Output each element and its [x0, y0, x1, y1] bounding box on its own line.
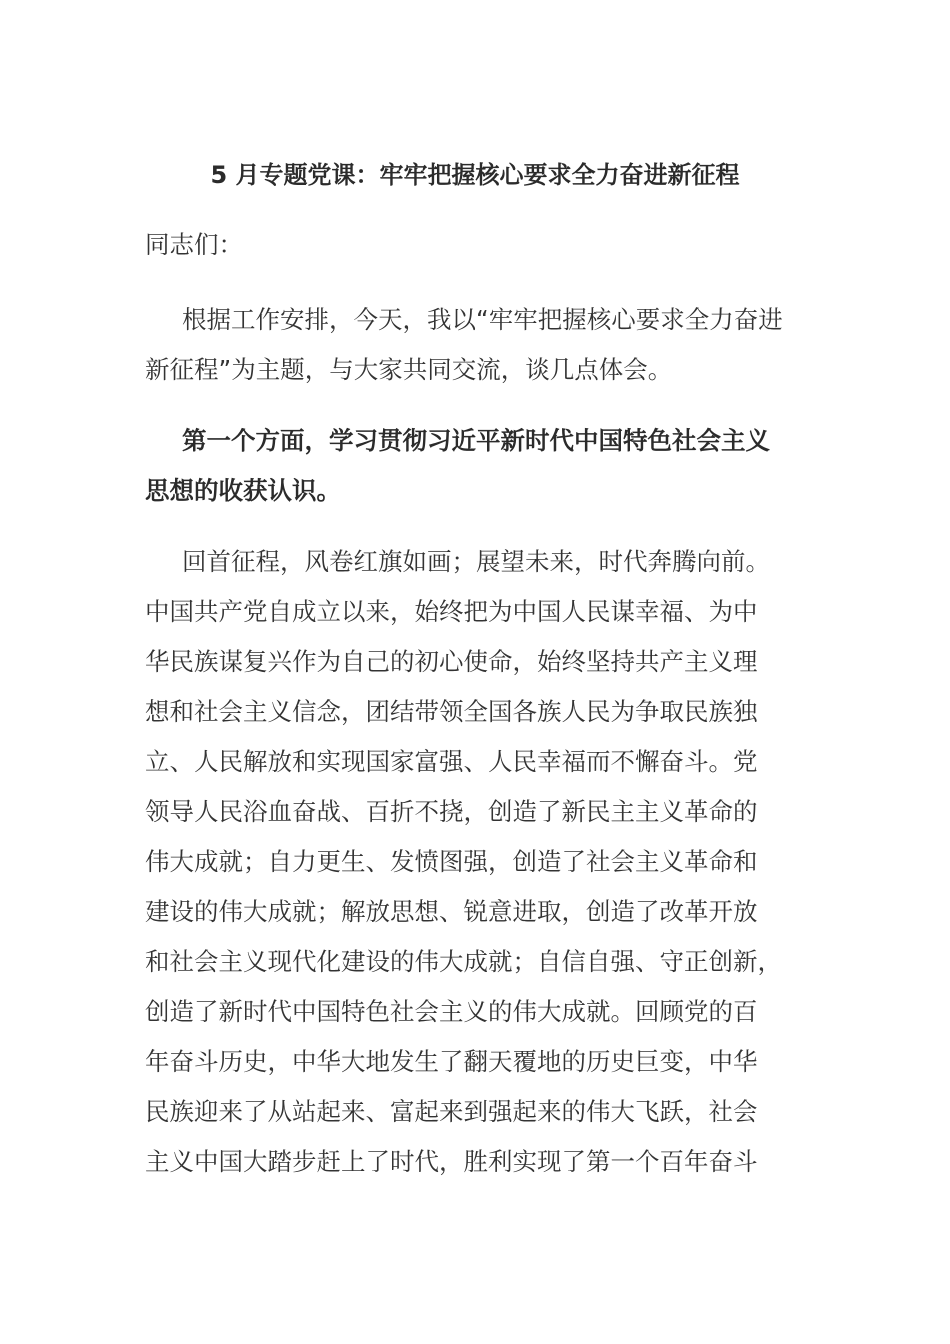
- paragraph-line: 建设的伟大成就；解放思想、锐意进取，创造了改革开放: [145, 897, 758, 926]
- intro-line: 根据工作安排，今天，我以“牢牢把握核心要求全力奋进: [182, 305, 783, 334]
- section-heading: [145, 416, 810, 516]
- paragraph-line: 华民族谋复兴作为自己的初心使命，始终坚持共产主义理: [145, 647, 758, 676]
- body-paragraph: [145, 537, 810, 1187]
- paragraph-line: 年奋斗历史，中华大地发生了翻天覆地的历史巨变，中华: [145, 1047, 758, 1076]
- paragraph-line: 立、人民解放和实现国家富强、人民幸福而不懈奋斗。党: [145, 747, 758, 776]
- intro-paragraph: [145, 295, 810, 395]
- paragraph-line: 主义中国大踏步赶上了时代，胜利实现了第一个百年奋斗: [145, 1147, 758, 1176]
- paragraph-line: 回首征程，风卷红旗如画；展望未来，时代奔腾向前。: [182, 547, 770, 576]
- intro-line: 新征程”为主题，与大家共同交流，谈几点体会。: [145, 355, 673, 384]
- paragraph-line: 中国共产党自成立以来，始终把为中国人民谋幸福、为中: [145, 597, 758, 626]
- salutation-line: 同志们：: [145, 230, 243, 259]
- paragraph-line: 伟大成就；自力更生、发愤图强，创造了社会主义革命和: [145, 847, 758, 876]
- paragraph-line: 想和社会主义信念，团结带领全国各族人民为争取民族独: [145, 697, 758, 726]
- section-heading-line: 思想的收获认识。: [145, 476, 341, 505]
- paragraph-line: 和社会主义现代化建设的伟大成就；自信自强、守正创新，: [145, 947, 782, 976]
- salutation: [145, 220, 810, 270]
- document-title: 5 月专题党课：牢牢把握核心要求全力奋进新征程: [210, 161, 740, 189]
- section-heading-line: 第一个方面，学习贯彻习近平新时代中国特色社会主义: [182, 426, 770, 455]
- paragraph-line: 领导人民浴血奋战、百折不挠，创造了新民主主义革命的: [145, 797, 758, 826]
- paragraph-line: 民族迎来了从站起来、富起来到强起来的伟大飞跃，社会: [145, 1097, 758, 1126]
- paragraph-line: 创造了新时代中国特色社会主义的伟大成就。回顾党的百: [145, 997, 758, 1026]
